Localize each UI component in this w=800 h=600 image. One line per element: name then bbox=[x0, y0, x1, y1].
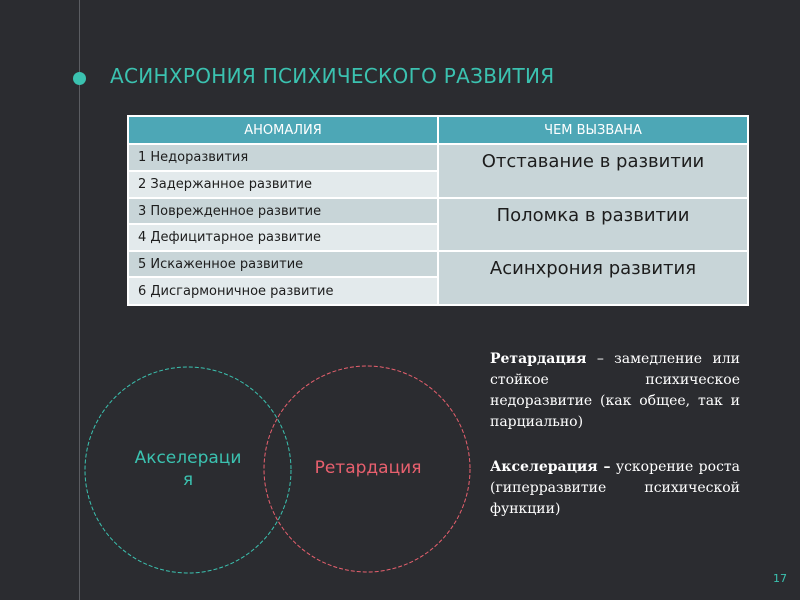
header-cause: ЧЕМ ВЫЗВАНА bbox=[439, 117, 747, 143]
cause-cell: Асинхрония развития bbox=[439, 252, 747, 304]
cause-cell: Отставание в развитии bbox=[439, 145, 747, 197]
page-number: 17 bbox=[773, 572, 787, 585]
acceleration-label-line1: Акселераци bbox=[134, 448, 242, 468]
cause-cell: Поломка в развитии bbox=[439, 199, 747, 250]
header-anomaly: АНОМАЛИЯ bbox=[129, 117, 437, 143]
table-row: 3 Поврежденное развитие bbox=[129, 199, 437, 223]
table-row: 1 Недоразвития bbox=[129, 145, 437, 170]
table-row: 5 Искаженное развитие bbox=[129, 252, 437, 276]
acceleration-label-line2: я bbox=[182, 470, 194, 490]
acceleration-definition bbox=[490, 457, 740, 520]
acceleration-text: ускорение роста (гиперразвитие психической функции) bbox=[490, 459, 740, 517]
slide-title: АСИНХРОНИЯ ПСИХИЧЕСКОГО РАЗВИТИЯ bbox=[110, 64, 555, 88]
acceleration-label bbox=[118, 447, 258, 491]
table-row: 4 Дефицитарное развитие bbox=[129, 225, 437, 250]
acceleration-term: Акселерация – bbox=[490, 459, 611, 475]
retardation-definition bbox=[490, 349, 740, 433]
retardation-term: Ретардация bbox=[490, 351, 587, 367]
retardation-label: Ретардация bbox=[314, 458, 422, 478]
table-row: 6 Дисгармоничное развитие bbox=[129, 278, 437, 304]
retardation-text: – замедление или стойкое психическое недоразвитие (как общее, так и парциально) bbox=[490, 351, 740, 430]
table-row: 2 Задержанное развитие bbox=[129, 172, 437, 197]
